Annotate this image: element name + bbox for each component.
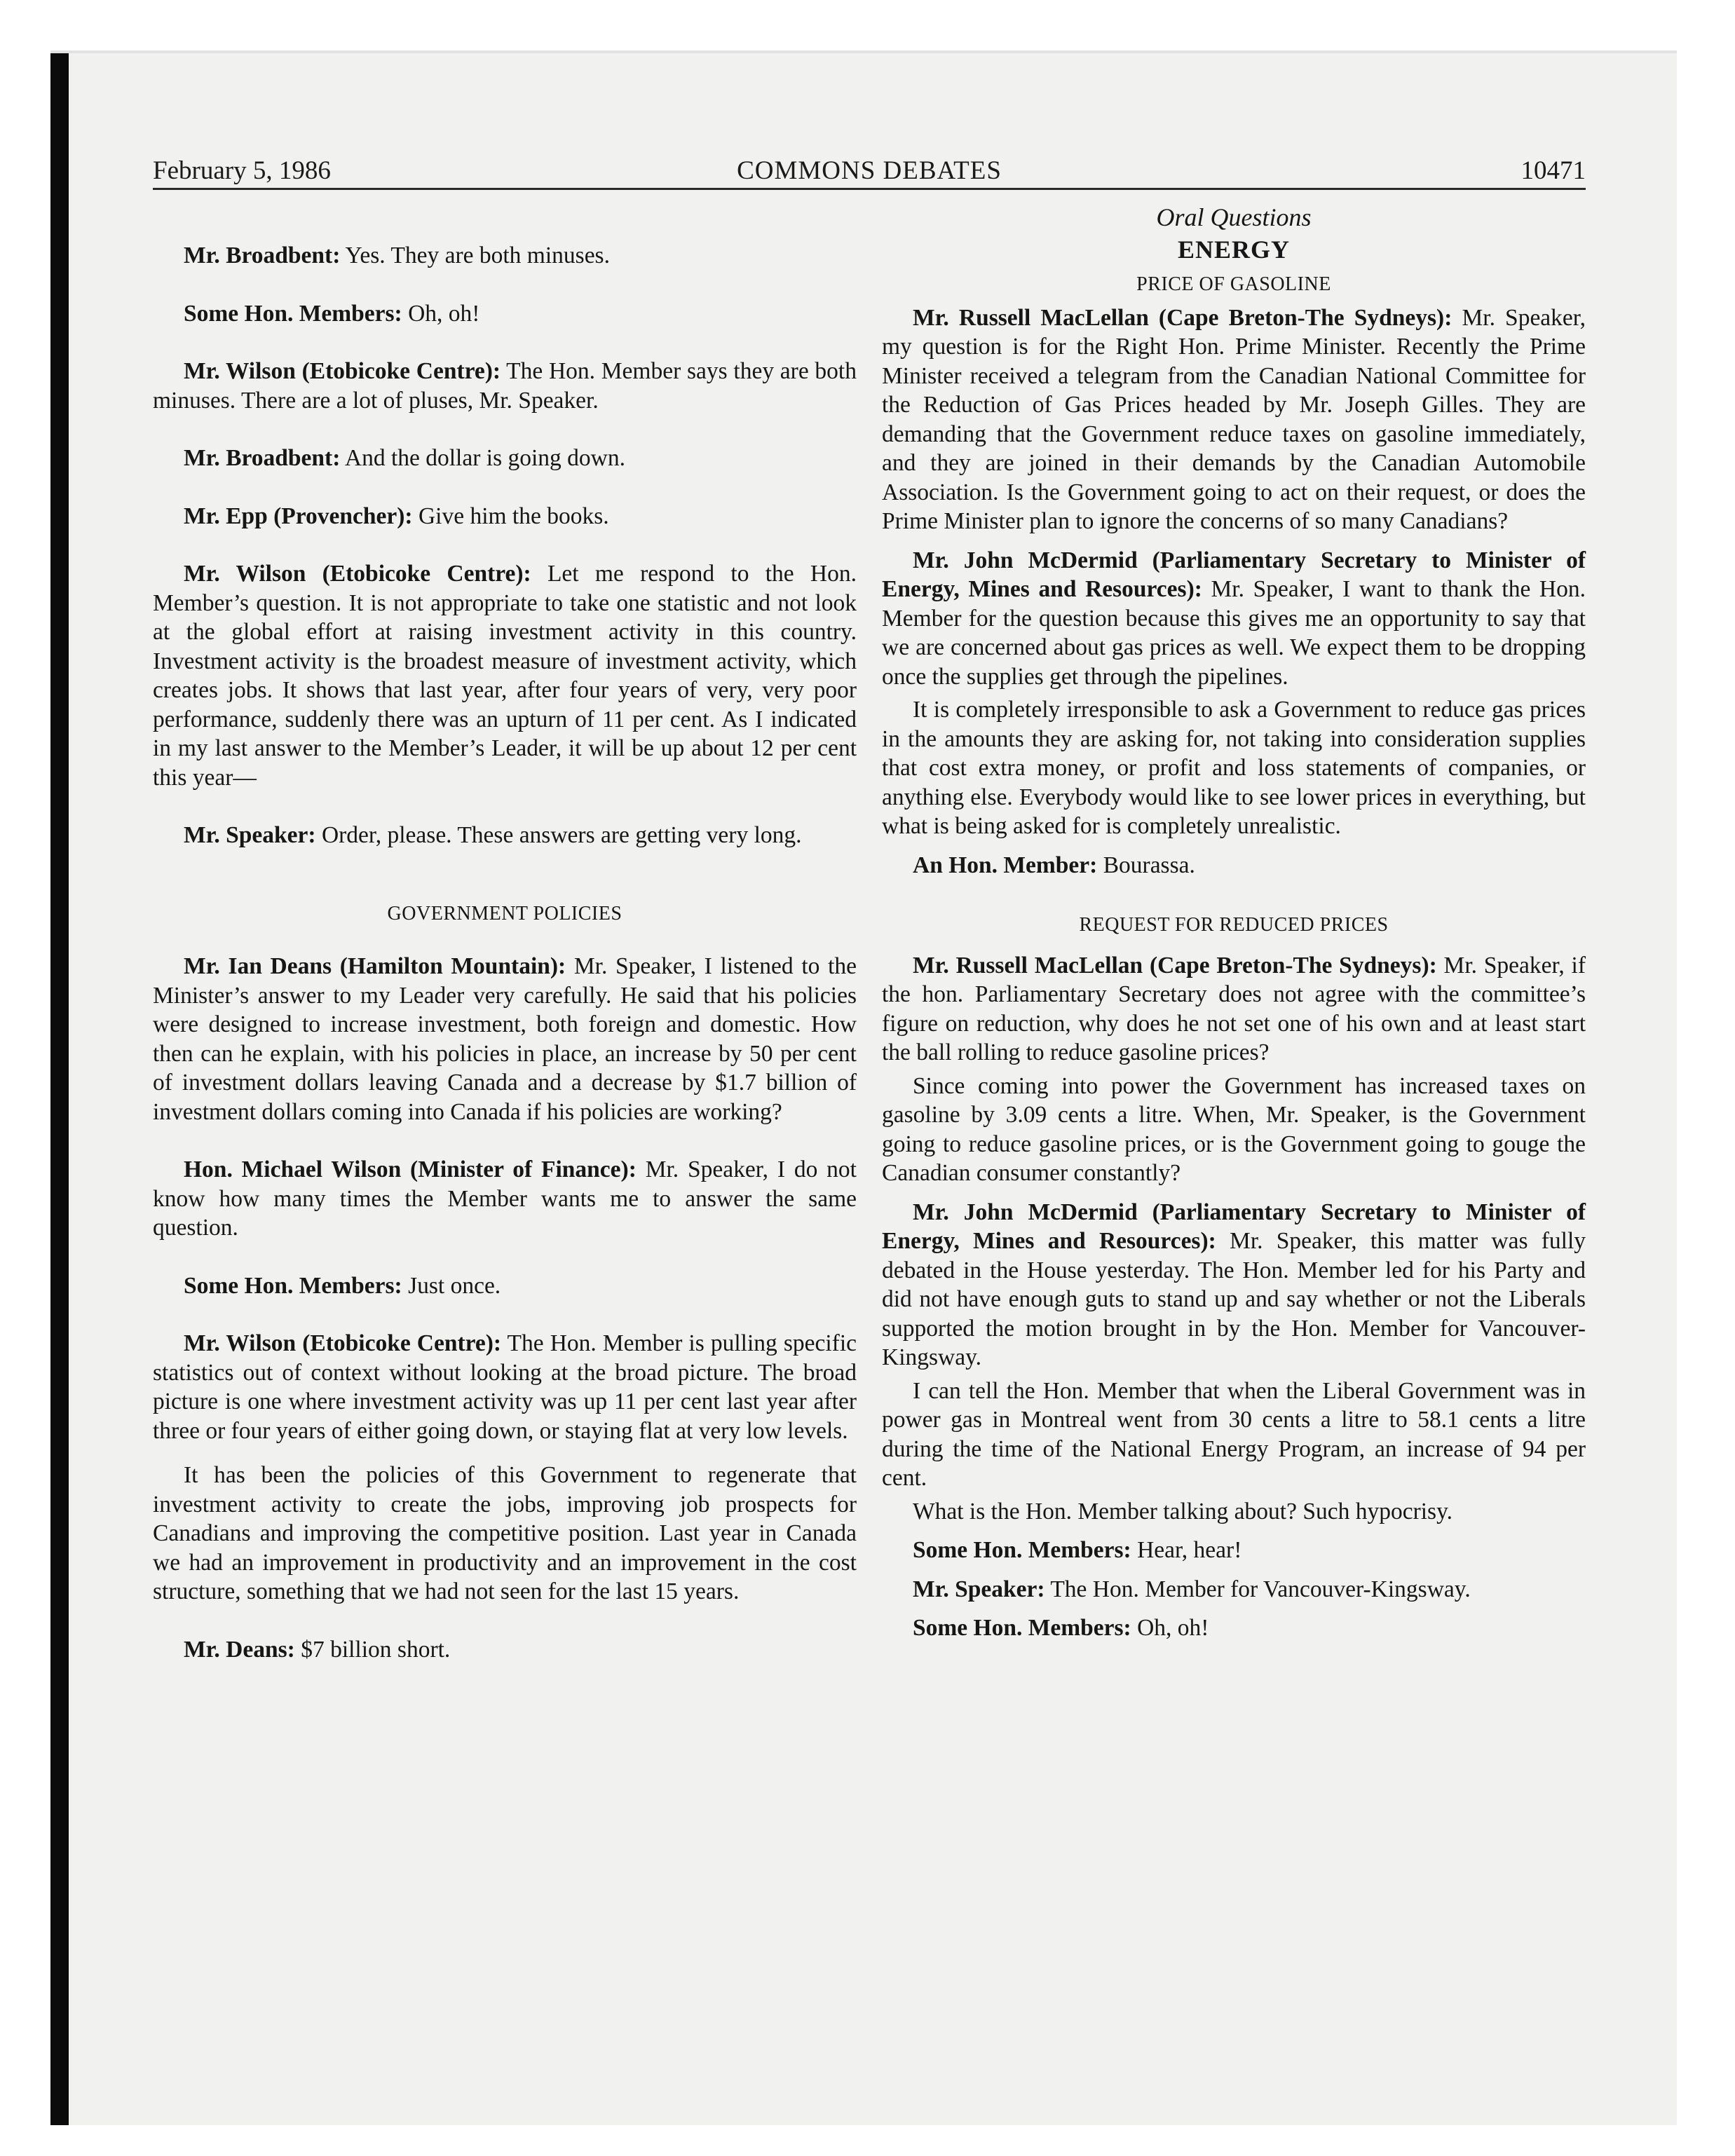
paragraph bbox=[153, 1635, 857, 1665]
speaker-name: Some Hon. Members: bbox=[913, 1537, 1131, 1563]
paragraph bbox=[882, 303, 1586, 536]
speaker-name: Some Hon. Members: bbox=[184, 1272, 402, 1299]
speaker-name: Mr. Speaker: bbox=[184, 822, 316, 848]
speech-text: The Hon. Member says they are both minuses. There are a lot of pluses, Mr. Speaker. bbox=[153, 358, 857, 414]
paragraph bbox=[153, 299, 857, 329]
speaker-name: Hon. Michael Wilson (Minister of Finance): bbox=[184, 1157, 637, 1182]
speaker-name: Mr. Broadbent: bbox=[184, 243, 341, 268]
paragraph bbox=[882, 851, 1586, 880]
speaker-name: Mr. Russell MacLellan (Cape Breton-The Sydneys): bbox=[913, 952, 1437, 978]
header-page-number: 10471 bbox=[1520, 156, 1586, 185]
section-heading: PRICE OF GASOLINE bbox=[1136, 273, 1331, 295]
speech-text: Mr. Speaker, I listened to the Minister’s answer to my Leader very carefully. He said that his policies were designed to increase investment, both foreign and domestic. How then can he explain, with his policies in place, an increase by 50 per cent of investment dollars leaving Canada and a decrease by $1.7 billion of investment dollars coming into Canada if his policies are working? bbox=[153, 953, 857, 1125]
page-header bbox=[153, 156, 1586, 191]
speech-text: Yes. They are both minuses. bbox=[340, 243, 610, 268]
paragraph bbox=[153, 241, 857, 271]
speech-text: Let me respond to the Hon. Member’s question. It is not appropriate to take one statistic and not look at the global effort at raising investment activity in this country. Investment activity is the broadest measure of investment activity, which creates jobs. It shows that last year, after four years of very, very poor performance, suddenly there was an upturn of 11 per cent. As I indicated in my last answer to the Member’s Leader, it will be up about 12 per cent this year— bbox=[153, 561, 857, 791]
paragraph bbox=[153, 502, 857, 531]
scan-edge-left bbox=[50, 50, 69, 2125]
speech-text: Give him the books. bbox=[412, 503, 609, 529]
right-column bbox=[882, 203, 1586, 1643]
speaker-name: Mr. Russell MacLellan (Cape Breton-The Sydneys): bbox=[913, 304, 1452, 331]
speech-text: And the dollar is going down. bbox=[340, 445, 625, 471]
speech-text: Mr. Speaker, I do not know how many times the Member wants me to answer the same question. bbox=[153, 1157, 857, 1241]
paragraph bbox=[153, 821, 857, 850]
paragraph bbox=[882, 1497, 1586, 1527]
speaker-name: Mr. Wilson (Etobicoke Centre): bbox=[184, 1330, 502, 1356]
speech-text: The Hon. Member is pulling specific statistics out of context without looking at the broad picture. The broad picture is one where investment activity was up 11 per cent last year after three or four years of either going down, or staying flat at very low levels. bbox=[153, 1330, 857, 1444]
speaker-name: Mr. Broadbent: bbox=[184, 445, 341, 471]
speaker-name: An Hon. Member: bbox=[913, 852, 1098, 878]
header-date: February 5, 1986 bbox=[153, 156, 331, 185]
paragraph bbox=[153, 1329, 857, 1445]
paragraph bbox=[882, 1575, 1586, 1604]
speaker-name: Some Hon. Members: bbox=[184, 300, 402, 327]
speech-text: Mr. Speaker, this matter was fully debated in the House yesterday. The Hon. Member led for his Party and did not have enough guts to stand up and say whether or not the Liberals supported the motion brought in by the Hon. Member for Vancouver-Kingsway. bbox=[882, 1228, 1586, 1370]
energy-heading: ENERGY bbox=[1177, 235, 1291, 264]
speech-text: Since coming into power the Government has increased taxes on gasoline by 3.09 cents a litre. When, Mr. Speaker, is the Government going to reduce gasoline prices, or is the Government going to gouge the Canadian consumer constantly? bbox=[882, 1072, 1586, 1186]
speech-text: Just once. bbox=[402, 1272, 501, 1299]
section-heading: REQUEST FOR REDUCED PRICES bbox=[1079, 914, 1389, 936]
speech-text: It has been the policies of this Government to regenerate that investment activity to create the jobs, improving job prospects for Canadians and improving the competitive position. Last year in Canada we had an improvement in productivity and an improvement in the cost structure, something that we had not seen for the last 15 years. bbox=[153, 1462, 857, 1604]
paragraph bbox=[882, 1536, 1586, 1565]
speech-text: It is completely irresponsible to ask a Government to reduce gas prices in the amounts they are asking for, not taking into consideration supplies that cost extra money, or profit and loss statements of companies, or anything else. Everybody would like to see lower prices in everything, but what is being asked for is completely unrealistic. bbox=[882, 697, 1586, 839]
paragraph bbox=[882, 546, 1586, 692]
speech-text: What is the Hon. Member talking about? Such hypocrisy. bbox=[913, 1498, 1453, 1524]
paragraph bbox=[153, 1155, 857, 1243]
speech-text: $7 billion short. bbox=[294, 1636, 451, 1663]
left-column bbox=[153, 203, 857, 1664]
speech-text: Bourassa. bbox=[1097, 852, 1195, 878]
paragraph bbox=[153, 559, 857, 792]
speaker-name: Mr. John McDermid (Parliamentary Secretary to Minister of Energy, Mines and Resources): bbox=[882, 1199, 1586, 1254]
paragraph bbox=[153, 952, 857, 1126]
paragraph bbox=[882, 1198, 1586, 1372]
paragraph bbox=[153, 1271, 857, 1301]
oral-questions-heading: Oral Questions bbox=[1156, 203, 1312, 231]
speech-text: The Hon. Member for Vancouver-Kingsway. bbox=[1045, 1576, 1471, 1602]
speaker-name: Mr. Wilson (Etobicoke Centre): bbox=[184, 561, 531, 587]
header-rule bbox=[153, 188, 1586, 190]
speech-text: Mr. Speaker, I want to thank the Hon. Member for the question because this gives me an opportunity to say that we are concerned about gas prices as well. We expect them to be dropping once the supplies get through the pipelines. bbox=[882, 576, 1586, 690]
speaker-name: Mr. Deans: bbox=[184, 1636, 295, 1663]
paragraph bbox=[882, 1072, 1586, 1188]
speech-text: I can tell the Hon. Member that when the Liberal Government was in power gas in Montreal went from 30 cents a litre to 58.1 cents a litre during the time of the National Energy Program, an increase of 94 per cent. bbox=[882, 1377, 1586, 1491]
speaker-name: Mr. John McDermid (Parliamentary Secretary to Minister of Energy, Mines and Resources): bbox=[882, 547, 1586, 602]
speech-text: Mr. Speaker, if the hon. Parliamentary Secretary does not agree with the committee’s figure on reduction, why does he not set one of his own and at least start the ball rolling to reduce gasoline prices? bbox=[882, 952, 1586, 1065]
paragraph bbox=[153, 357, 857, 415]
speaker-name: Mr. Speaker: bbox=[913, 1576, 1045, 1602]
speech-text: Oh, oh! bbox=[1131, 1615, 1209, 1641]
paragraph bbox=[882, 1613, 1586, 1643]
paragraph bbox=[153, 444, 857, 473]
speaker-name: Mr. Epp (Provencher): bbox=[184, 503, 413, 529]
paragraph bbox=[882, 1377, 1586, 1493]
paragraph bbox=[153, 1461, 857, 1606]
header-title: COMMONS DEBATES bbox=[737, 156, 1002, 185]
section-heading: GOVERNMENT POLICIES bbox=[387, 902, 622, 925]
paragraph bbox=[882, 695, 1586, 841]
speech-text: Order, please. These answers are getting very long. bbox=[315, 822, 802, 848]
speaker-name: Mr. Ian Deans (Hamilton Mountain): bbox=[184, 953, 566, 979]
speech-text: Oh, oh! bbox=[402, 300, 480, 327]
speech-text: Hear, hear! bbox=[1131, 1537, 1242, 1563]
paragraph bbox=[882, 951, 1586, 1067]
speaker-name: Some Hon. Members: bbox=[913, 1615, 1131, 1641]
speaker-name: Mr. Wilson (Etobicoke Centre): bbox=[184, 358, 501, 384]
speech-text: Mr. Speaker, my question is for the Right Hon. Prime Minister. Recently the Prime Minister received a telegram from the Canadian National Committee for the Reduction of Gas Prices headed by Mr. Joseph Gilles. They are demanding that the Government reduce taxes on gasoline immediately, and they are joined in their demands by the Canadian Automobile Association. Is the Government going to act on their request, or does the Prime Minister plan to ignore the concerns of so many Canadians? bbox=[882, 304, 1586, 534]
